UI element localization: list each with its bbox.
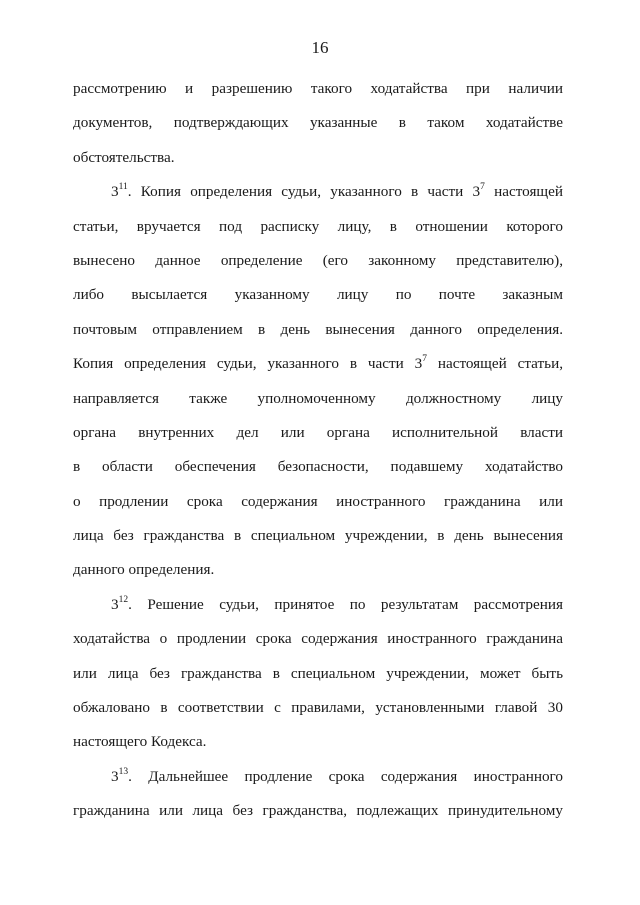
text-line: или лица без гражданства в специальном учреждении, может быть (73, 664, 563, 682)
text-line: документов, подтверждающих указанные в таком ходатайстве (73, 114, 563, 132)
text-line: настоящего Кодекса. (73, 733, 207, 751)
paragraph-number: 3 (111, 767, 119, 785)
text-line: рассмотрению и разрешению такого ходатайства при наличии (73, 80, 563, 97)
reference-superscript: 7 (480, 182, 485, 193)
text-line: статьи, вручается под расписку лицу, в отношении которого (73, 217, 563, 235)
document-body (73, 72, 563, 829)
text-fragment: . Дальнейшее продление срока содержания иностранного (128, 767, 563, 785)
text-line: почтовым отправлением в день вынесения данного определения. (73, 320, 563, 338)
text-line: направляется также уполномоченному должностному лицу (73, 389, 563, 407)
text-fragment: . Решение судьи, принятое по результатам рассмотрения (128, 595, 563, 613)
text-line: лица без гражданства в специальном учреждении, в день вынесения (73, 527, 563, 545)
text-line: либо высылается указанному лицу по почте заказным (73, 286, 563, 304)
paragraph-3-12-first-line (73, 588, 563, 622)
reference-superscript: 7 (422, 354, 427, 365)
paragraph-number: 3 (111, 183, 119, 201)
text-line: о продлении срока содержания иностранного гражданина или (73, 492, 563, 510)
text-line: органа внутренних дел или органа исполнительной власти (73, 423, 563, 441)
text-fragment: . Копия определения судьи, указанного в части 3 (127, 183, 481, 201)
text-line: обстоятельства. (73, 148, 175, 166)
text-line: данного определения. (73, 561, 215, 579)
paragraph-number: 3 (111, 595, 119, 613)
paragraph-number-superscript: 12 (118, 594, 129, 605)
text-line: гражданина или лица без гражданства, подлежащих принудительному (73, 802, 563, 820)
text-fragment: Копия определения судьи, указанного в части 3 (73, 355, 423, 373)
text-line: в области обеспечения безопасности, подавшему ходатайство (73, 458, 563, 476)
page-number: 16 (311, 38, 329, 57)
text-line: обжаловано в соответствии с правилами, установленными главой 30 (73, 699, 563, 717)
text-line: ходатайства о продлении срока содержания иностранного гражданина (73, 630, 563, 648)
text-fragment: настоящей (484, 183, 563, 201)
paragraph-number-superscript: 13 (118, 766, 129, 777)
text-line: вынесено данное определение (его законному представителю), (73, 251, 563, 269)
paragraph-3-13-first-line (73, 760, 563, 794)
paragraph-3-11-first-line (73, 175, 563, 209)
paragraph-number-superscript: 11 (118, 182, 128, 193)
text-fragment: настоящей статьи, (426, 355, 563, 373)
text-line-with-reference (73, 347, 563, 381)
